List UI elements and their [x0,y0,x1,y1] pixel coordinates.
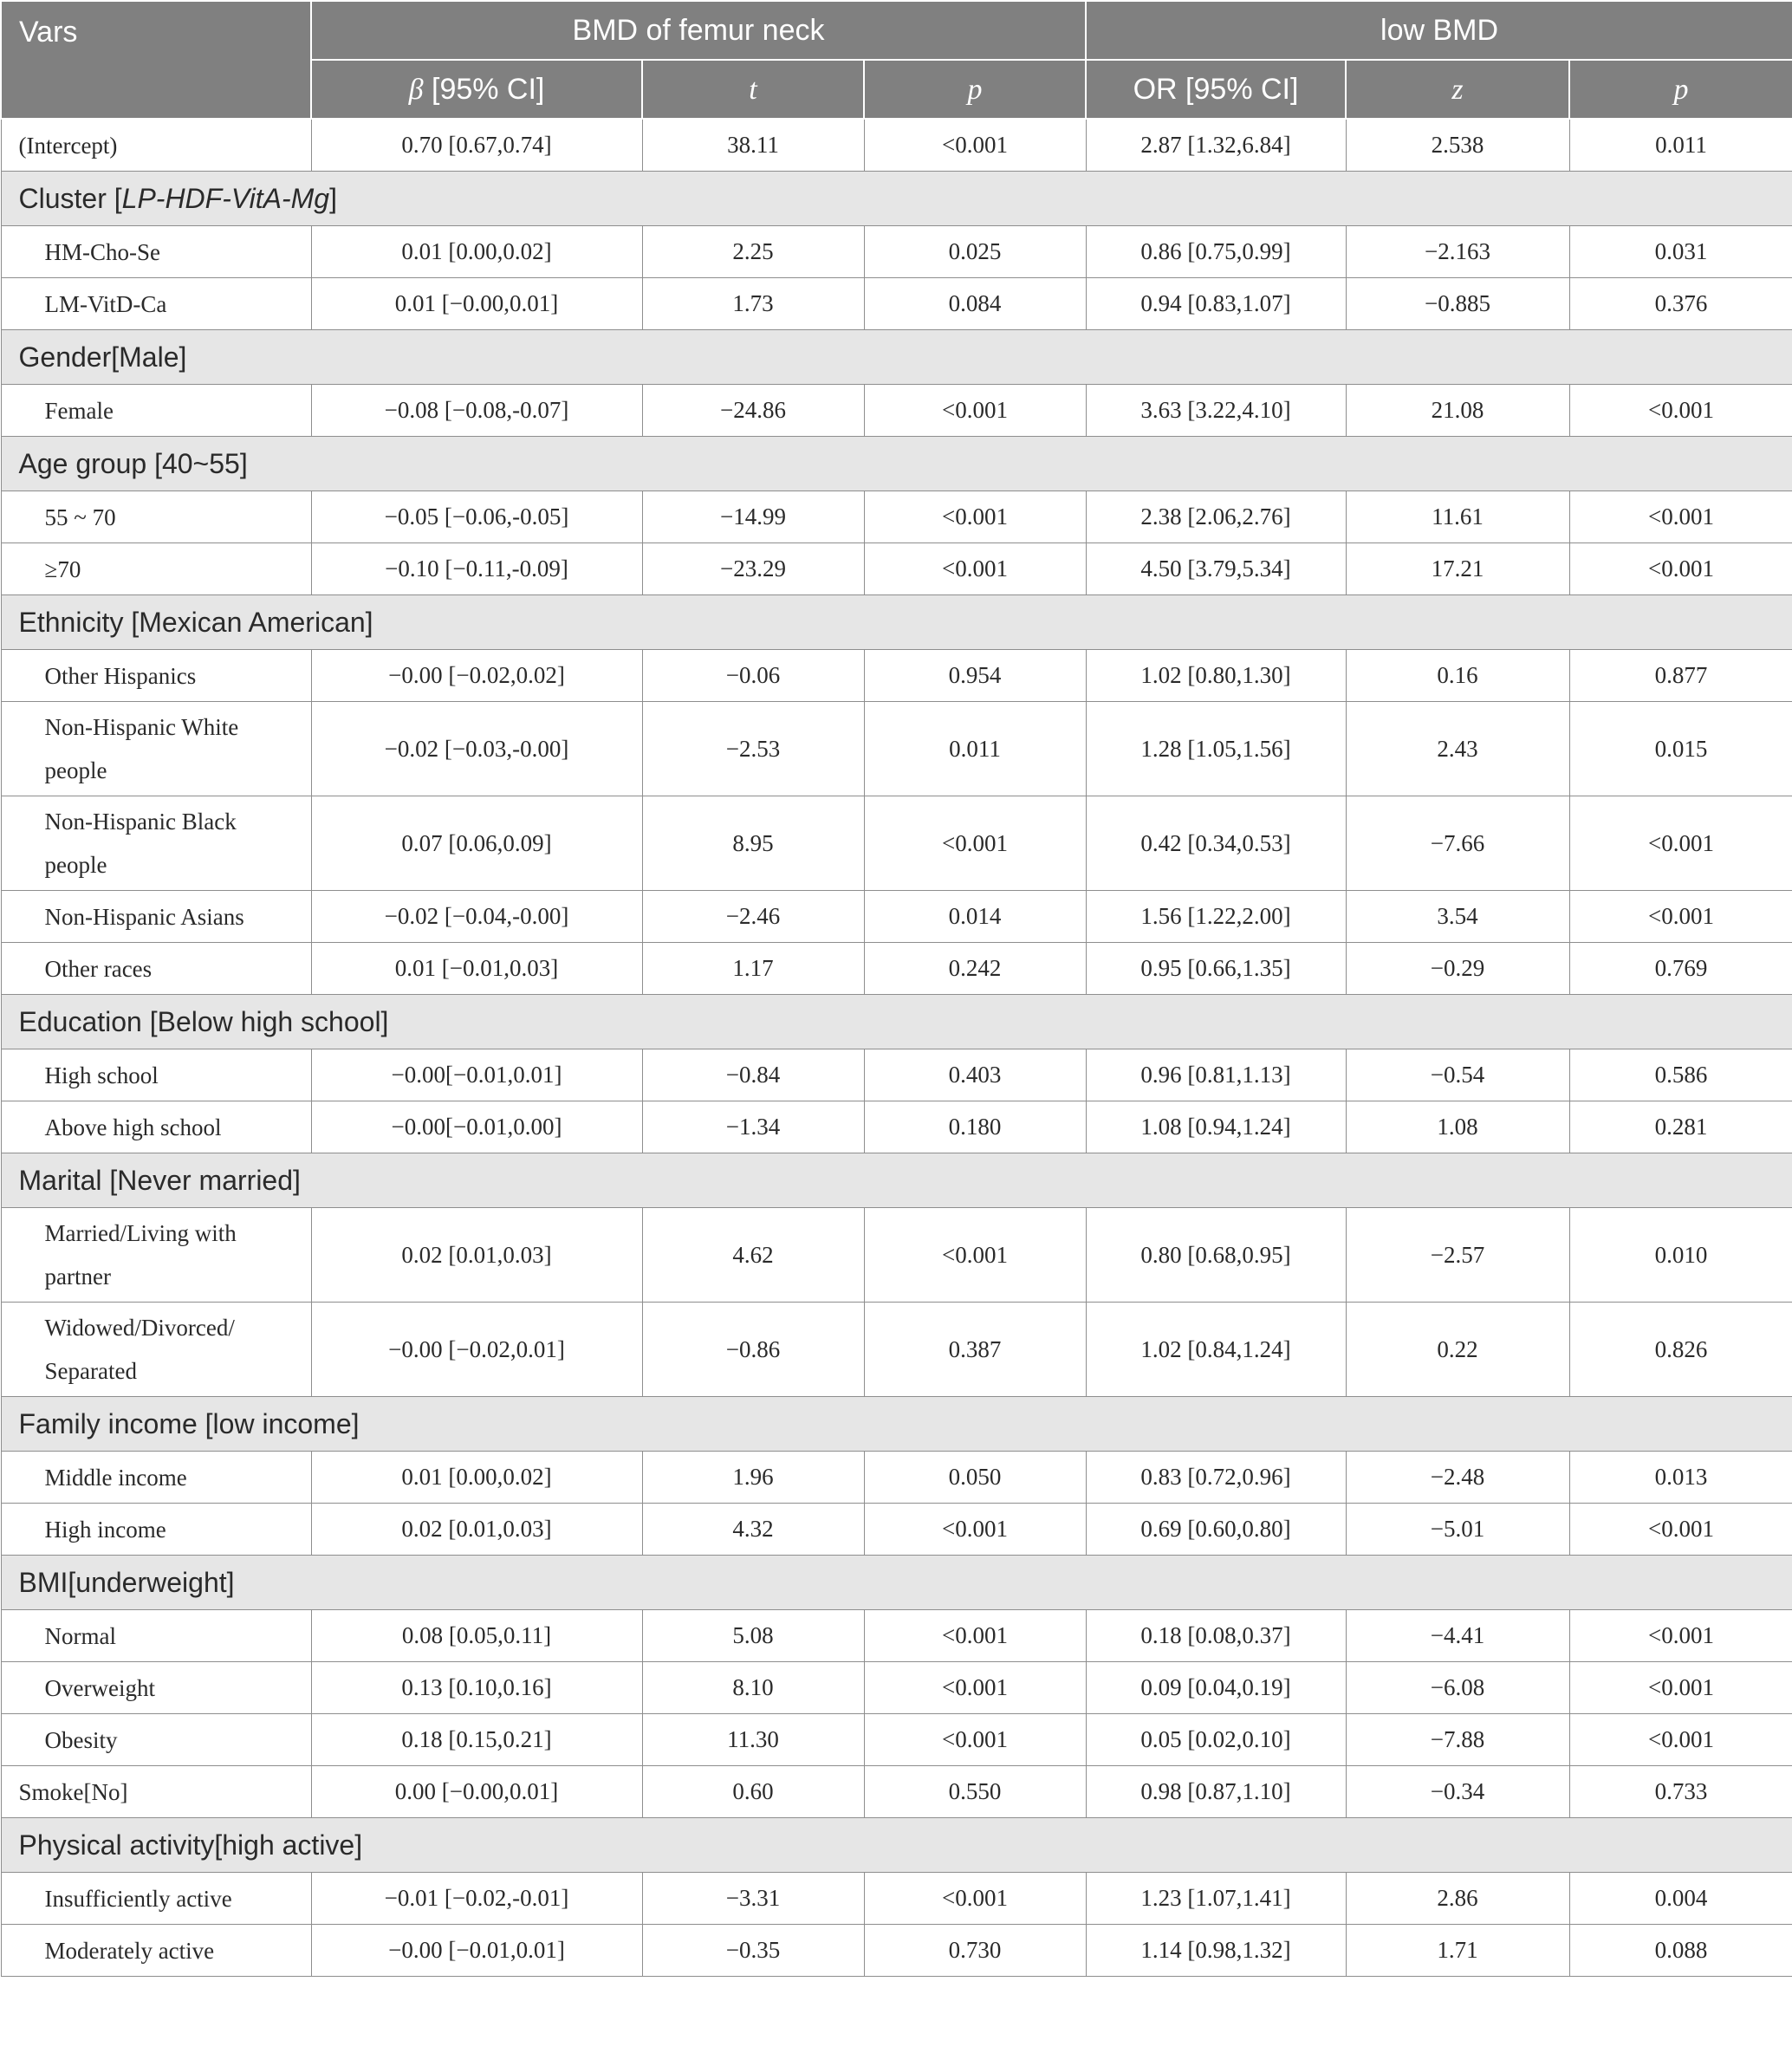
z-cell: 11.61 [1346,491,1569,543]
row-label [1,1303,311,1397]
p-cell: <0.001 [1569,543,1792,595]
or-ci-cell: 3.63 [3.22,4.10] [1086,385,1346,437]
z-cell: 0.22 [1346,1303,1569,1397]
z-header [1346,60,1569,119]
t-cell: −1.34 [642,1101,864,1153]
t-cell: 8.10 [642,1662,864,1714]
row-label: Female [1,385,311,437]
z-cell: −7.88 [1346,1714,1569,1766]
group-label-marital: Marital [Never married] [1,1153,1792,1208]
z-cell: 0.16 [1346,650,1569,702]
beta-ci-cell: −0.00 [−0.02,0.02] [311,650,642,702]
z-cell: 3.54 [1346,891,1569,943]
beta-ci-cell: 0.18 [0.15,0.21] [311,1714,642,1766]
row-label-line1: Married/Living with [44,1220,237,1246]
z-cell: −0.54 [1346,1049,1569,1101]
table-row-smoke [1,1766,1792,1818]
p-cell: <0.001 [1569,1662,1792,1714]
p-cell: <0.001 [1569,796,1792,891]
table-row-other-hispanics [1,650,1792,702]
row-label: Insufficiently active [1,1873,311,1925]
row-label-line2: people [44,757,107,783]
table-row-lm-vitd-ca [1,278,1792,330]
p-cell: <0.001 [864,543,1086,595]
row-label-line2: people [44,852,107,878]
beta-ci-header [311,60,642,119]
t-cell: −0.06 [642,650,864,702]
t-cell: 11.30 [642,1714,864,1766]
z-cell: −2.48 [1346,1452,1569,1504]
t-cell: 8.95 [642,796,864,891]
t-cell: −3.31 [642,1873,864,1925]
table-row-high-school [1,1049,1792,1101]
p-cell: <0.001 [864,1208,1086,1303]
group-row-marital [1,1153,1792,1208]
z-cell: −0.34 [1346,1766,1569,1818]
table-row-non-hispanic-asians [1,891,1792,943]
table-body [1,119,1792,1977]
table-row-obesity [1,1714,1792,1766]
p-cell: 0.013 [1569,1452,1792,1504]
t-cell: −14.99 [642,491,864,543]
z-cell: 2.86 [1346,1873,1569,1925]
group-row-bmi [1,1556,1792,1610]
group-label-income: Family income [low income] [1,1397,1792,1452]
beta-symbol: β [408,73,424,106]
p-cell: 0.550 [864,1766,1086,1818]
p-cell: 0.025 [864,226,1086,278]
beta-ci-cell: 0.01 [−0.01,0.03] [311,943,642,995]
group-label-reference: LP-HDF-VitA-Mg [121,182,330,214]
row-label: HM-Cho-Se [1,226,311,278]
table-row-female [1,385,1792,437]
p-cell: 0.877 [1569,650,1792,702]
row-label-line2: partner [44,1264,111,1290]
table-row-insufficiently-active [1,1873,1792,1925]
or-ci-cell: 2.87 [1.32,6.84] [1086,119,1346,172]
beta-ci-cell: −0.00[−0.01,0.00] [311,1101,642,1153]
p-cell: <0.001 [1569,1714,1792,1766]
group-row-activity [1,1818,1792,1873]
p-header-1 [864,60,1086,119]
or-ci-cell: 0.42 [0.34,0.53] [1086,796,1346,891]
or-ci-cell: 1.14 [0.98,1.32] [1086,1925,1346,1977]
p-cell: 0.376 [1569,278,1792,330]
t-header [642,60,864,119]
or-ci-cell: 0.18 [0.08,0.37] [1086,1610,1346,1662]
p-cell: <0.001 [864,1714,1086,1766]
beta-ci-cell: 0.02 [0.01,0.03] [311,1208,642,1303]
p-cell: <0.001 [864,119,1086,172]
row-label: Above high school [1,1101,311,1153]
beta-ci-cell: −0.02 [−0.04,-0.00] [311,891,642,943]
table-row-overweight [1,1662,1792,1714]
p-cell: <0.001 [1569,491,1792,543]
beta-ci-cell: −0.00[−0.01,0.01] [311,1049,642,1101]
group-label-ethnicity: Ethnicity [Mexican American] [1,595,1792,650]
row-label: Non-Hispanic Asians [1,891,311,943]
table-row-normal [1,1610,1792,1662]
p-cell: 0.011 [864,702,1086,796]
group-row-cluster [1,172,1792,226]
p-cell: <0.001 [864,1873,1086,1925]
row-label: (Intercept) [1,119,311,172]
or-ci-cell: 1.56 [1.22,2.00] [1086,891,1346,943]
or-ci-cell: 0.69 [0.60,0.80] [1086,1504,1346,1556]
t-cell: 0.60 [642,1766,864,1818]
table-row-age-70-plus [1,543,1792,595]
p-cell: 0.730 [864,1925,1086,1977]
p-cell: 0.826 [1569,1303,1792,1397]
group-label-gender: Gender[Male] [1,330,1792,385]
z-cell: −0.885 [1346,278,1569,330]
beta-ci-cell: −0.05 [−0.06,-0.05] [311,491,642,543]
group-row-education [1,995,1792,1049]
table-row-above-high-school [1,1101,1792,1153]
group-label-age: Age group [40~55] [1,437,1792,491]
or-ci-cell: 0.96 [0.81,1.13] [1086,1049,1346,1101]
p-cell: 0.281 [1569,1101,1792,1153]
or-ci-cell: 0.05 [0.02,0.10] [1086,1714,1346,1766]
z-cell: 2.538 [1346,119,1569,172]
p-cell: 0.084 [864,278,1086,330]
beta-ci-label: [95% CI] [423,72,545,106]
group-label-activity: Physical activity[high active] [1,1818,1792,1873]
row-label [1,1208,311,1303]
p-label-2: p [1673,73,1689,106]
row-label: High income [1,1504,311,1556]
p-cell: 0.015 [1569,702,1792,796]
t-cell: −2.53 [642,702,864,796]
beta-ci-cell: 0.02 [0.01,0.03] [311,1504,642,1556]
header-row-groups [1,1,1792,60]
beta-ci-cell: −0.01 [−0.02,-0.01] [311,1873,642,1925]
p-cell: 0.769 [1569,943,1792,995]
or-ci-header: OR [95% CI] [1086,60,1346,119]
table-row-high-income [1,1504,1792,1556]
table-row-hm-cho-se [1,226,1792,278]
or-ci-cell: 1.28 [1.05,1.56] [1086,702,1346,796]
p-cell: 0.387 [864,1303,1086,1397]
beta-ci-cell: −0.00 [−0.02,0.01] [311,1303,642,1397]
row-label: LM-VitD-Ca [1,278,311,330]
p-cell: <0.001 [1569,385,1792,437]
z-cell: 1.71 [1346,1925,1569,1977]
table-row-other-races [1,943,1792,995]
p-label-1: p [967,73,983,106]
p-cell: 0.011 [1569,119,1792,172]
table-row-middle-income [1,1452,1792,1504]
table-row-married [1,1208,1792,1303]
row-label: High school [1,1049,311,1101]
beta-ci-cell: 0.08 [0.05,0.11] [311,1610,642,1662]
row-label: Smoke[No] [1,1766,311,1818]
beta-ci-cell: 0.01 [0.00,0.02] [311,226,642,278]
group-label-bmi: BMI[underweight] [1,1556,1792,1610]
t-cell: 1.17 [642,943,864,995]
row-label: Normal [1,1610,311,1662]
row-label: Other races [1,943,311,995]
p-cell: 0.004 [1569,1873,1792,1925]
t-cell: 38.11 [642,119,864,172]
group-row-gender [1,330,1792,385]
p-cell: 0.180 [864,1101,1086,1153]
t-cell: 4.32 [642,1504,864,1556]
or-ci-cell: 0.09 [0.04,0.19] [1086,1662,1346,1714]
beta-ci-cell: −0.02 [−0.03,-0.00] [311,702,642,796]
z-cell: −4.41 [1346,1610,1569,1662]
t-cell: −0.86 [642,1303,864,1397]
bmd-femur-neck-header: BMD of femur neck [311,1,1086,60]
p-cell: 0.014 [864,891,1086,943]
beta-ci-cell: 0.07 [0.06,0.09] [311,796,642,891]
z-cell: −6.08 [1346,1662,1569,1714]
t-cell: 1.73 [642,278,864,330]
row-label-line1: Non-Hispanic White [44,714,239,740]
z-cell: 1.08 [1346,1101,1569,1153]
t-cell: −2.46 [642,891,864,943]
beta-ci-cell: 0.01 [−0.00,0.01] [311,278,642,330]
p-cell: <0.001 [1569,891,1792,943]
t-cell: 2.25 [642,226,864,278]
z-cell: −7.66 [1346,796,1569,891]
group-label-prefix: Cluster [ [18,182,122,214]
table-row-age-55-70 [1,491,1792,543]
or-ci-cell: 0.80 [0.68,0.95] [1086,1208,1346,1303]
group-row-age [1,437,1792,491]
p-cell: 0.010 [1569,1208,1792,1303]
t-cell: −24.86 [642,385,864,437]
row-label: Middle income [1,1452,311,1504]
or-ci-cell: 1.02 [0.80,1.30] [1086,650,1346,702]
or-ci-cell: 1.08 [0.94,1.24] [1086,1101,1346,1153]
z-cell: 2.43 [1346,702,1569,796]
table-row-non-hispanic-black [1,796,1792,891]
z-label: z [1451,73,1464,106]
p-cell: <0.001 [1569,1610,1792,1662]
p-header-2 [1569,60,1792,119]
p-cell: 0.954 [864,650,1086,702]
group-row-income [1,1397,1792,1452]
z-cell: −2.163 [1346,226,1569,278]
group-label-cluster [1,172,1792,226]
or-ci-cell: 0.98 [0.87,1.10] [1086,1766,1346,1818]
group-label-education: Education [Below high school] [1,995,1792,1049]
beta-ci-cell: −0.00 [−0.01,0.01] [311,1925,642,1977]
row-label: 55 ~ 70 [1,491,311,543]
or-ci-cell: 1.02 [0.84,1.24] [1086,1303,1346,1397]
row-label: Overweight [1,1662,311,1714]
t-cell: 5.08 [642,1610,864,1662]
p-cell: 0.733 [1569,1766,1792,1818]
or-ci-cell: 0.94 [0.83,1.07] [1086,278,1346,330]
p-cell: 0.050 [864,1452,1086,1504]
or-ci-cell: 4.50 [3.79,5.34] [1086,543,1346,595]
row-label-line2: Separated [44,1358,137,1384]
or-ci-cell: 0.86 [0.75,0.99] [1086,226,1346,278]
or-ci-cell: 2.38 [2.06,2.76] [1086,491,1346,543]
beta-ci-cell: −0.10 [−0.11,-0.09] [311,543,642,595]
t-cell: −23.29 [642,543,864,595]
z-cell: −5.01 [1346,1504,1569,1556]
p-cell: 0.586 [1569,1049,1792,1101]
p-cell: 0.403 [864,1049,1086,1101]
p-cell: <0.001 [864,385,1086,437]
or-ci-cell: 0.95 [0.66,1.35] [1086,943,1346,995]
row-label: Other Hispanics [1,650,311,702]
beta-ci-cell: −0.08 [−0.08,-0.07] [311,385,642,437]
beta-ci-cell: 0.13 [0.10,0.16] [311,1662,642,1714]
or-ci-cell: 1.23 [1.07,1.41] [1086,1873,1346,1925]
p-cell: <0.001 [864,491,1086,543]
p-cell: 0.031 [1569,226,1792,278]
group-row-ethnicity [1,595,1792,650]
p-cell: 0.088 [1569,1925,1792,1977]
row-label-line1: Non-Hispanic Black [44,809,237,835]
p-cell: <0.001 [864,1504,1086,1556]
p-cell: 0.242 [864,943,1086,995]
vars-header: Vars [1,1,311,119]
table-row-widowed [1,1303,1792,1397]
or-ci-cell: 0.83 [0.72,0.96] [1086,1452,1346,1504]
table-row-moderately-active [1,1925,1792,1977]
z-cell: 21.08 [1346,385,1569,437]
p-cell: <0.001 [1569,1504,1792,1556]
group-label-suffix: ] [329,182,337,214]
beta-ci-cell: 0.70 [0.67,0.74] [311,119,642,172]
row-label: Obesity [1,1714,311,1766]
row-label: ≥70 [1,543,311,595]
row-label [1,702,311,796]
table-header [1,1,1792,119]
row-label-line1: Widowed/Divorced/ [44,1315,235,1341]
p-cell: <0.001 [864,1610,1086,1662]
p-cell: <0.001 [864,1662,1086,1714]
t-cell: −0.84 [642,1049,864,1101]
table-row-intercept [1,119,1792,172]
table-row-non-hispanic-white [1,702,1792,796]
z-cell: −0.29 [1346,943,1569,995]
z-cell: −2.57 [1346,1208,1569,1303]
row-label: Moderately active [1,1925,311,1977]
row-label [1,796,311,891]
t-cell: −0.35 [642,1925,864,1977]
beta-ci-cell: 0.01 [0.00,0.02] [311,1452,642,1504]
beta-ci-cell: 0.00 [−0.00,0.01] [311,1766,642,1818]
t-cell: 1.96 [642,1452,864,1504]
t-label: t [749,73,757,106]
low-bmd-header: low BMD [1086,1,1792,60]
z-cell: 17.21 [1346,543,1569,595]
t-cell: 4.62 [642,1208,864,1303]
p-cell: <0.001 [864,796,1086,891]
